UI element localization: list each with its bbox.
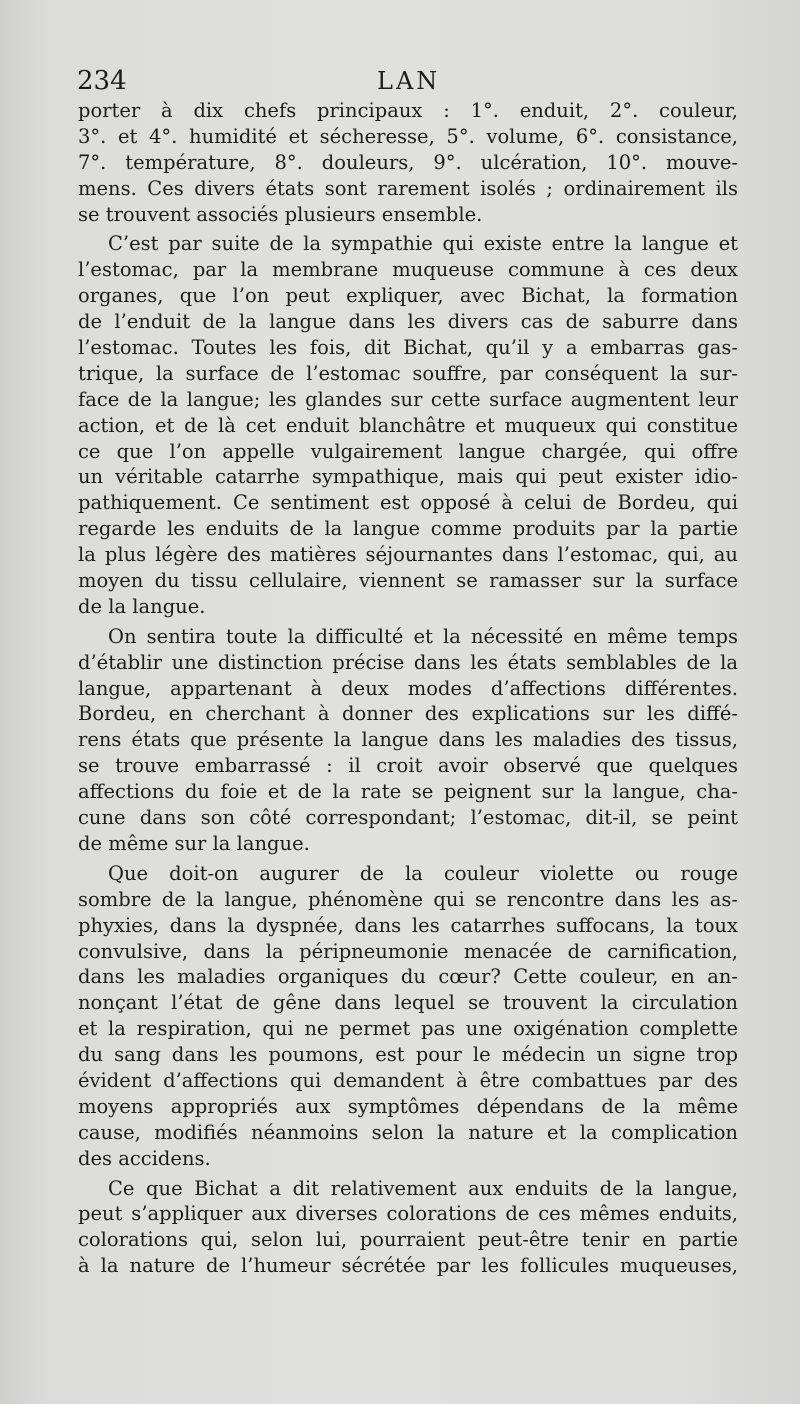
text-line: de même sur la langue. [78, 831, 310, 855]
text-line: moyen du tissu cellulaire, viennent se ramasser sur la surface [78, 569, 738, 593]
text-line: ce que l’on appelle vulgairement langue chargée, qui offre [78, 439, 738, 463]
paragraph [78, 624, 738, 857]
text-line: 7°. température, 8°. douleurs, 9°. ulcération, 10°. mouve- [78, 150, 738, 174]
text-line: l’estomac. Toutes les fois, dit Bichat, qu’il y a embarras gas- [78, 336, 738, 360]
text-line: Que doit-on augurer de la couleur violette ou rouge [108, 861, 738, 885]
text-line: action, et de là cet enduit blanchâtre et muqueux qui constitue [78, 413, 738, 437]
text-line: rens états que présente la langue dans les maladies des tissus, [78, 728, 738, 752]
text-line: cause, modifiés néanmoins selon la nature et la complication [78, 1120, 738, 1144]
body-text [78, 98, 738, 1283]
text-line: de l’enduit de la langue dans les divers cas de saburre dans [78, 310, 738, 334]
text-line: de la langue. [78, 594, 206, 618]
text-line: langue, appartenant à deux modes d’affections différentes. [78, 676, 738, 700]
text-line: On sentira toute la difficulté et la nécessité en même temps [108, 624, 738, 648]
text-line: cune dans son côté correspondant; l’estomac, dit-il, se peint [78, 806, 738, 830]
page-number: 234 [77, 66, 127, 96]
text-line: regarde les enduits de la langue comme produits par la partie [78, 517, 738, 541]
running-title: LAN [377, 67, 441, 95]
text-line: peut s’appliquer aux diverses colorations de ces mêmes enduits, [78, 1202, 738, 1226]
paragraph [78, 861, 738, 1172]
text-line: Bordeu, en cherchant à donner des explications sur les diffé- [78, 702, 738, 726]
text-line: porter à dix chefs principaux : 1°. enduit, 2°. couleur, [78, 99, 738, 122]
text-line: nonçant l’état de gêne dans lequel se trouvent la circulation [78, 991, 738, 1015]
text-line: affections du foie et de la rate se peignent sur la langue, cha- [78, 780, 738, 804]
text-line: trique, la surface de l’estomac souffre, par conséquent la sur- [78, 361, 738, 385]
text-line: organes, que l’on peut expliquer, avec Bichat, la formation [78, 284, 738, 308]
text-line: l’estomac, par la membrane muqueuse commune à ces deux [78, 258, 738, 282]
text-line: pathiquement. Ce sentiment est opposé à celui de Bordeu, qui [78, 491, 738, 515]
text-line: se trouve embarrassé : il croit avoir observé que quelques [78, 754, 738, 778]
text-line: du sang dans les poumons, est pour le médecin un signe trop [78, 1043, 738, 1067]
text-line: Ce que Bichat a dit relativement aux enduits de la langue, [108, 1176, 738, 1200]
text-line: C’est par suite de la sympathie qui existe entre la langue et [108, 232, 738, 256]
text-line: face de la langue; les glandes sur cette surface augmentent leur [78, 387, 738, 411]
page-header [77, 64, 737, 98]
text-line: colorations qui, selon lui, pourraient peut-être tenir en partie [78, 1228, 738, 1252]
text-line: dans les maladies organiques du cœur? Cette couleur, en an- [78, 965, 738, 989]
text-line: moyens appropriés aux symptômes dépendans de la même [78, 1094, 738, 1118]
text-line: convulsive, dans la péripneumonie menacée de carnification, [78, 939, 738, 963]
text-line: d’établir une distinction précise dans les états semblables de la [78, 650, 738, 674]
text-line: et la respiration, qui ne permet pas une oxigénation complette [78, 1017, 738, 1041]
text-line: mens. Ces divers états sont rarement isolés ; ordinairement ils [78, 176, 738, 200]
text-line: 3°. et 4°. humidité et sécheresse, 5°. volume, 6°. consistance, [78, 124, 738, 148]
text-line: se trouvent associés plusieurs ensemble. [78, 202, 483, 226]
paragraph [78, 231, 738, 619]
text-line: sombre de la langue, phénomène qui se rencontre dans les as- [78, 887, 738, 911]
text-line: des accidens. [78, 1146, 211, 1170]
paragraph [78, 1176, 738, 1280]
text-line: la plus légère des matières séjournantes dans l’estomac, qui, au [78, 543, 738, 567]
paragraph [78, 98, 738, 227]
text-line: un véritable catarrhe sympathique, mais qui peut exister idio- [78, 465, 738, 489]
text-line: phyxies, dans la dyspnée, dans les catarrhes suffocans, la toux [78, 913, 738, 937]
text-line: évident d’affections qui demandent à être combattues par des [78, 1068, 738, 1092]
text-line: à la nature de l’humeur sécrétée par les follicules muqueuses, [78, 1254, 738, 1278]
